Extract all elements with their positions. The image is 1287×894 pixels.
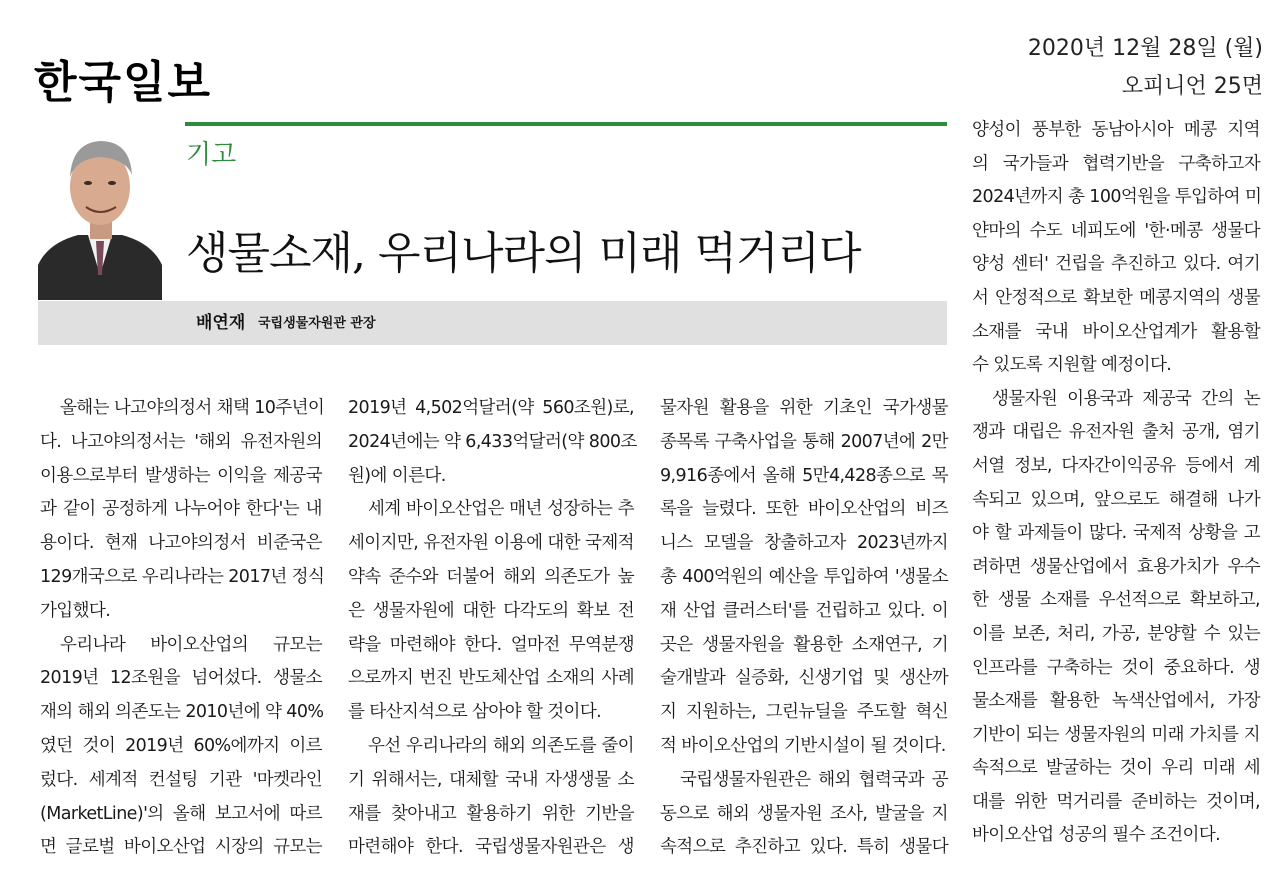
text-line: 세계 바이오산업은 매년 성장하는 추 — [368, 499, 634, 520]
publication-date: 2020년 12월 28일 (월) — [1027, 36, 1263, 61]
text-line: 렀다. 세계적 컨설팅 기관 '마켓라인 — [40, 769, 322, 790]
text-line: 과 같이 공정하게 나누어야 한다'는 내 — [40, 499, 322, 520]
text-line: 우선 우리나라의 해외 의존도를 줄이 — [368, 735, 634, 756]
newspaper-logo: 한국일보 — [34, 57, 213, 108]
body-column-4 — [972, 114, 1260, 853]
text-line: 면 글로벌 바이오산업 시장의 규모는 — [40, 837, 322, 858]
body-column-1 — [40, 392, 325, 865]
text-line: 지 지원하는, 그린뉴딜을 주도할 혁신 — [660, 702, 948, 723]
text-line: 2024년에는 약 6,433억달러(약 800조 — [348, 431, 637, 452]
text-line: 물자원 활용을 위한 기초인 국가생물 — [660, 398, 948, 418]
text-line: 양성 센터' 건립을 추진하고 있다. 여기 — [972, 254, 1260, 275]
text-line: 소재를 국내 바이오산업계가 활용할 — [972, 321, 1260, 342]
text-line: 세이지만, 유전자원 이용에 대한 국제적 — [348, 533, 634, 554]
text-line: 기반이 되는 생물자원의 미래 가치를 지 — [972, 724, 1260, 745]
text-line: 의 국가들과 협력기반을 구축하고자 — [972, 153, 1260, 174]
text-line: 재를 찾아내고 활용하기 위한 기반을 — [348, 803, 634, 824]
section-page: 오피니언 25면 — [1121, 74, 1263, 99]
text-line: 은 생물자원에 대한 다각도의 확보 전 — [348, 600, 634, 621]
text-line: 서 안정적으로 확보한 메콩지역의 생물 — [972, 287, 1260, 308]
text-line: 재 산업 클러스터'를 건립하고 있다. 이 — [660, 600, 948, 621]
text-line: 쟁과 대립은 유전자원 출처 공개, 염기 — [972, 422, 1260, 443]
text-line: 생물자원 이용국과 제공국 간의 논 — [992, 388, 1260, 409]
text-line: 다. 나고야의정서는 '해외 유전자원의 — [40, 431, 322, 452]
text-line: 우리나라 바이오산업의 규모는 — [60, 634, 322, 655]
text-line: 동으로 해외 생물자원 조사, 발굴을 지 — [660, 803, 948, 824]
text-line: 바이오산업 성공의 필수 조건이다. — [972, 825, 1221, 846]
text-line: 술개발과 실증화, 신생기업 및 생산까 — [660, 668, 948, 689]
text-line: 적 바이오산업의 기반시설이 될 것이다. — [660, 735, 946, 756]
text-line: 총 400억원의 예산을 투입하여 '생물소 — [660, 566, 948, 587]
text-line: 가입했다. — [40, 600, 111, 621]
text-line: 으로까지 번진 반도체산업 소재의 사례 — [348, 668, 634, 689]
text-line: 얀마의 수도 네피도에 '한·메콩 생물다 — [972, 220, 1260, 241]
text-line: 국립생물자원관은 해외 협력국과 공 — [680, 769, 948, 790]
text-line: 재의 해외 의존도는 2010년에 약 40% — [40, 702, 324, 723]
text-line: 속적으로 발굴하는 것이 우리 미래 세 — [972, 758, 1260, 779]
header-rule — [185, 122, 947, 126]
text-line: 려하면 생물산업에서 효용가치가 우수 — [972, 556, 1260, 577]
text-line: 양성이 풍부한 동남아시아 메콩 지역 — [972, 120, 1260, 140]
text-line: 를 타산지석으로 삼아야 할 것이다. — [348, 702, 602, 723]
article-kicker: 기고 — [186, 140, 237, 170]
body-column-2 — [348, 392, 637, 865]
body-column-3 — [660, 392, 948, 865]
text-line: 약속 준수와 더불어 해외 의존도가 높 — [348, 566, 634, 587]
text-line: 였던 것이 2019년 60%에까지 이르 — [40, 735, 322, 756]
text-line: 속적으로 추진하고 있다. 특히 생물다 — [660, 837, 948, 858]
author-name: 배연재 — [196, 313, 246, 333]
author-title: 국립생물자원관 관장 — [258, 316, 376, 331]
text-line: 속되고 있으며, 앞으로도 해결해 나가 — [972, 489, 1260, 510]
text-line: 129개국으로 우리나라는 2017년 정식 — [40, 566, 325, 587]
text-line: 2019년 12조원을 넘어섰다. 생물소 — [40, 668, 322, 689]
text-line: 2024년까지 총 100억원을 투입하여 미 — [972, 187, 1262, 208]
text-line: 야 할 과제들이 많다. 국제적 상황을 고 — [972, 523, 1260, 544]
text-line: 2019년 4,502억달러(약 560조원)로, — [348, 398, 634, 418]
text-line: (MarketLine)'의 올해 보고서에 따르 — [40, 803, 322, 824]
text-line: 록을 늘렸다. 또한 바이오산업의 비즈 — [660, 499, 948, 520]
article-headline: 생물소재, 우리나라의 미래 먹거리다 — [186, 228, 861, 279]
author-portrait-icon — [38, 115, 162, 300]
text-line: 인프라를 구축하는 것이 중요하다. 생 — [972, 657, 1260, 678]
text-line: 용이다. 현재 나고야의정서 비준국은 — [40, 533, 322, 554]
text-line: 대를 위한 먹거리를 준비하는 것이며, — [972, 791, 1260, 812]
text-line: 이를 보존, 처리, 가공, 분양할 수 있는 — [972, 623, 1260, 644]
text-line: 곳은 생물자원을 활용한 소재연구, 기 — [660, 634, 948, 655]
text-line: 마련해야 한다. 국립생물자원관은 생 — [348, 837, 634, 858]
byline-bar — [38, 301, 947, 345]
text-line: 이용으로부터 발생하는 이익을 제공국 — [40, 465, 322, 486]
text-line: 종목록 구축사업을 통해 2007년에 2만 — [660, 431, 948, 452]
text-line: 한 생물 소재를 우선적으로 확보하고, — [972, 590, 1260, 611]
text-line: 기 위해서는, 대체할 국내 자생생물 소 — [348, 769, 634, 790]
text-line: 수 있도록 지원할 예정이다. — [972, 355, 1172, 376]
text-line: 서열 정보, 다자간이익공유 등에서 계 — [972, 455, 1260, 476]
text-line: 올해는 나고야의정서 채택 10주년이 — [60, 398, 325, 418]
text-line: 9,916종에서 올해 5만4,428종으로 목 — [660, 465, 948, 486]
text-line: 원)에 이른다. — [348, 465, 446, 486]
text-line: 니스 모델을 창출하고자 2023년까지 — [660, 533, 948, 554]
text-line: 략을 마련해야 한다. 얼마전 무역분쟁 — [348, 634, 634, 655]
text-line: 물소재를 활용한 녹색산업에서, 가장 — [972, 691, 1260, 712]
